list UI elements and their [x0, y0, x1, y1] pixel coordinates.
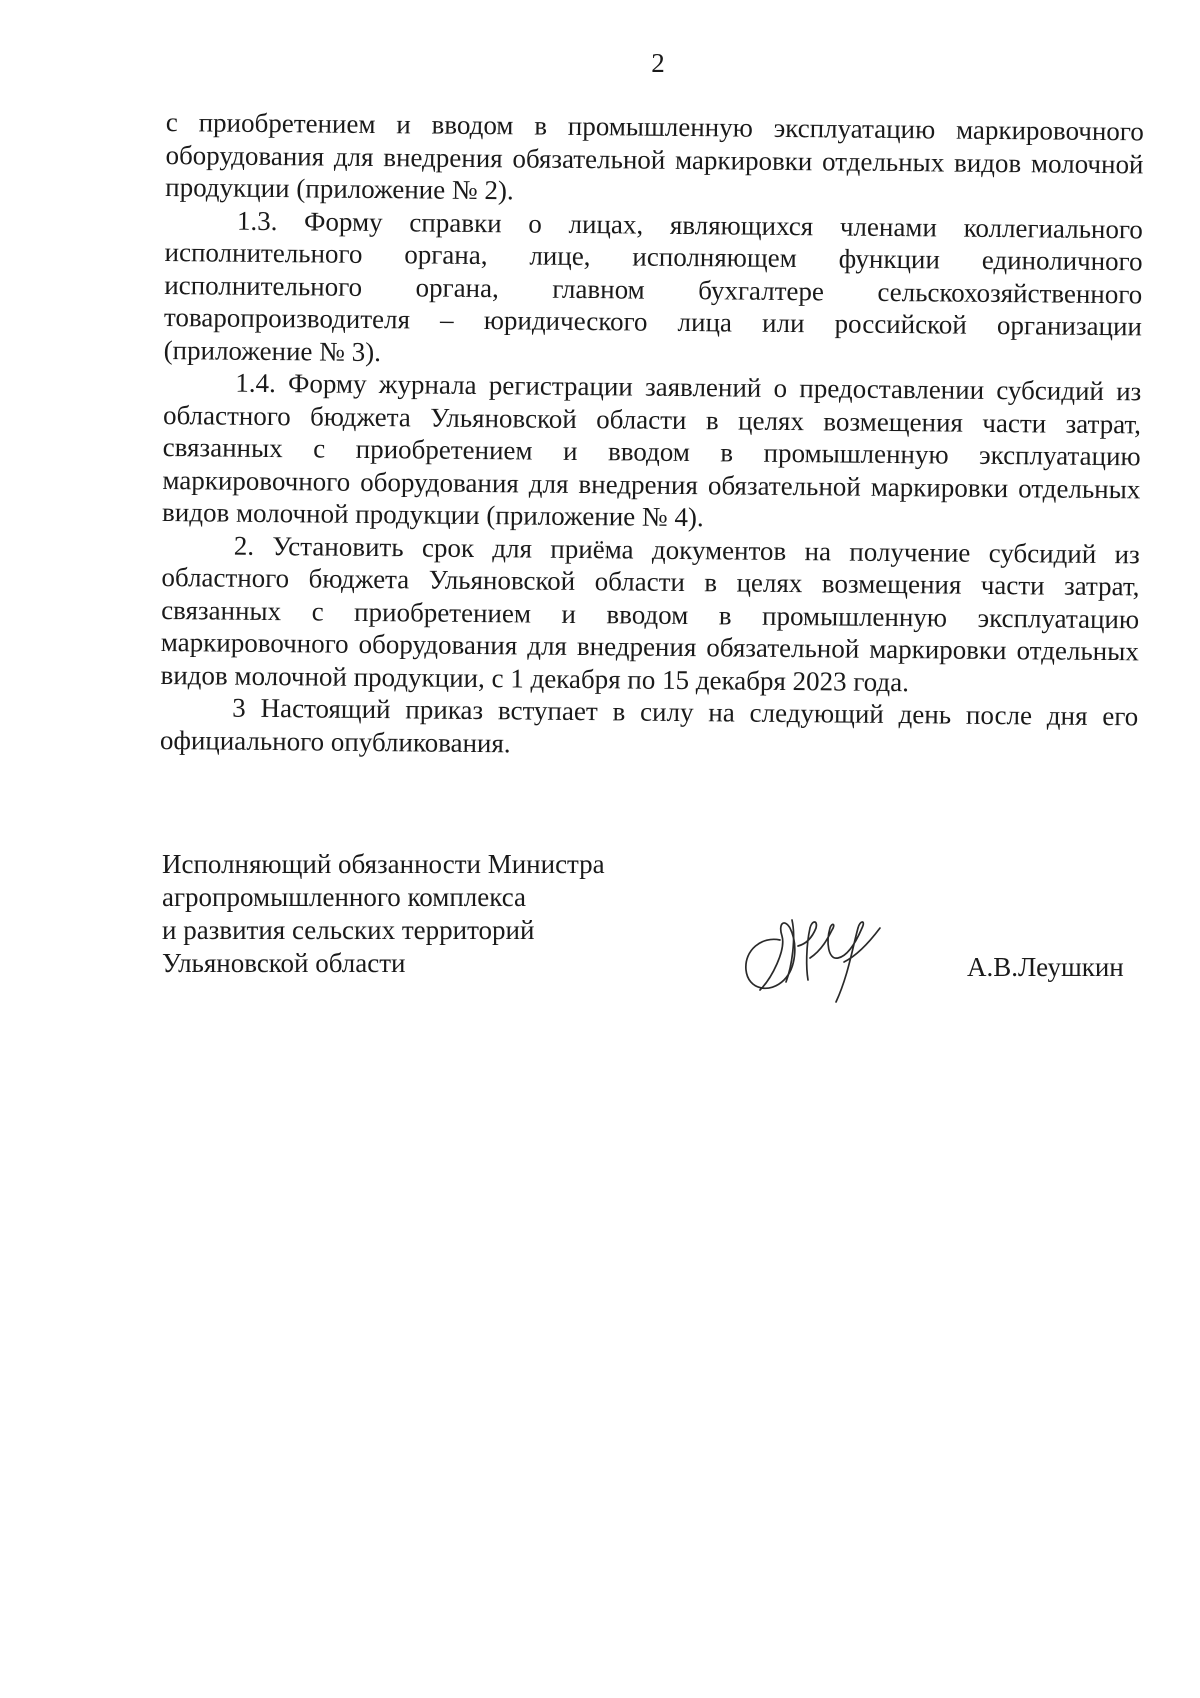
order-body: [160, 106, 1144, 765]
signatory-position-line: Ульяновской области: [162, 948, 406, 978]
handwritten-signature: [732, 898, 902, 1008]
signatory-position-line: Исполняющий обязанности Министра: [162, 849, 605, 879]
paragraph-1-4: 1.4. Форму журнала регистрации заявлений о предоставлении субсидий из областного бюджета Ульяновской области в целях возмещения части затрат, связанных с приобретением и вводом в промышленную эксплуатацию маркировочного оборудования для внедрения обязательной маркировки отдельных видов молочной продукции (приложение № 4).: [161, 367, 1142, 533]
paragraph-3: 3 Настоящий приказ вступает в силу на следующий день после дня его официального опубликования.: [159, 692, 1139, 758]
page-number: 2: [651, 48, 665, 78]
signatory-position-line: агропромышленного комплекса: [162, 882, 526, 912]
signature-block: [162, 848, 1142, 1008]
paragraph-2: 2. Установить срок для приёма документов на получение субсидий из областного бюджета Ульяновской области в целях возмещения части затрат, связанных с приобретением и вводом в промышленную эксплуатацию маркировочного оборудования для внедрения обязательной маркировки отдельных видов молочной продукции, с 1 декабря по 15 декабря 2023 года.: [160, 530, 1140, 697]
signatory-name: А.В.Леушкин: [967, 952, 1124, 982]
signatory-position-line: и развития сельских территорий: [162, 915, 535, 945]
paragraph-continuation: с приобретением и вводом в промышленную эксплуатацию маркировочного оборудования для внедрения обязательной маркировки отдельных видов молочной продукции (приложение № 2).: [165, 106, 1144, 206]
signatory-position: [162, 848, 682, 980]
paragraph-1-3: 1.3. Форму справки о лицах, являющихся членами коллегиального исполнительного органа, лице, исполняющем функции единоличного исполнительного органа, главном бухгалтере сельскохозяйственного товаропроизводителя – юридического лица или российской организации (приложение № 3).: [163, 205, 1144, 367]
